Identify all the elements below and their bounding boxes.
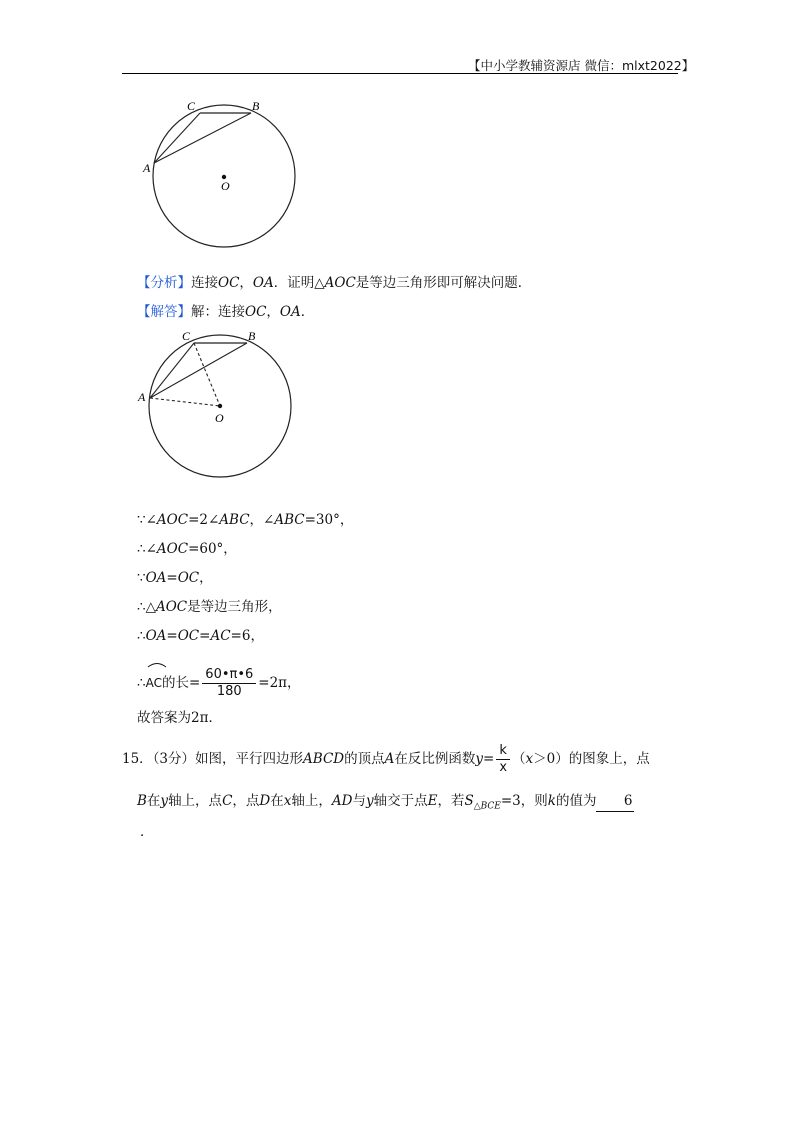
question-number: 15．	[122, 751, 153, 767]
label-a: A	[143, 161, 151, 175]
dashed-oc	[194, 343, 220, 406]
step-1: ∵∠AOC=2∠ABC，∠ABC=30°，	[137, 512, 354, 528]
analysis-tag: 【分析】	[137, 275, 191, 291]
circle-figure-1	[138, 96, 308, 256]
step-7: 故答案为2π．	[137, 710, 222, 726]
chord-ab	[154, 113, 251, 163]
solution-line: 【解答】解：连接OC，OA．	[137, 304, 315, 320]
chord-ab	[150, 343, 247, 398]
step-2: ∴∠AOC=60°，	[137, 541, 237, 557]
page-header: 【中小学教辅资源店 微信：mlxt2022】	[468, 58, 695, 73]
label-o: O	[221, 179, 230, 193]
label-a: A	[138, 390, 146, 404]
solution-tag: 【解答】	[137, 304, 191, 320]
label-c: C	[182, 329, 191, 343]
label-b: B	[248, 329, 256, 343]
analysis-line: 【分析】连接OC，OA．证明△AOC是等边三角形即可解决问题．	[137, 275, 532, 291]
q15-line-2: B在y轴上，点C，点D在x轴上，AD与y轴交于点E，若$S_{\triangle BCE}=3$，则k的值为 6	[137, 793, 633, 812]
label-b: B	[252, 99, 260, 113]
step-4: ∴△AOC是等边三角形，	[137, 599, 282, 615]
arc-length-fraction: $\frac{60•\pi•6}{180}$	[202, 667, 256, 700]
chord-ac	[154, 113, 200, 163]
step-3: ∵OA=OC，	[137, 570, 213, 586]
function-fraction: $\frac{k}{x}$	[496, 743, 510, 776]
center-point	[218, 404, 222, 408]
q15-line-3: ．	[140, 824, 154, 840]
arc-ac: AC	[146, 660, 162, 700]
answer-blank: 6	[596, 791, 634, 812]
step-5: ∴OA=OC=AC=6，	[137, 628, 264, 644]
arc-mark	[146, 660, 168, 668]
header-rule	[122, 73, 678, 74]
chord-ac	[150, 343, 194, 398]
dashed-oa	[150, 398, 220, 406]
q15-line-1: 15．（3分）如图，平行四边形ABCD的顶点A在反比例函数y= $\frac{k}{x}$ （x＞0）的图象上，点	[122, 743, 650, 775]
label-o: O	[215, 411, 224, 425]
step-6: ∴ AC的长= $\frac{60•\pi•6}{180}$ =2π，	[137, 660, 301, 700]
label-c: C	[187, 99, 196, 113]
circle-figure-2	[135, 326, 305, 486]
